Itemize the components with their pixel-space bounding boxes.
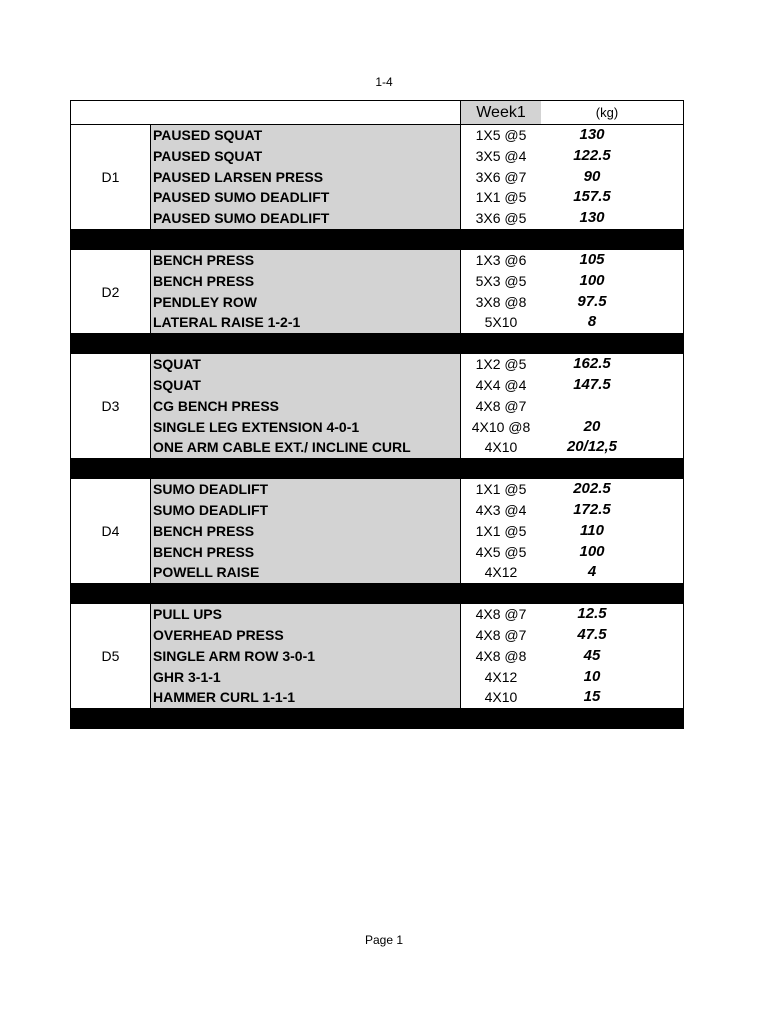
exercise-name: ONE ARM CABLE EXT./ INCLINE CURL [151,437,461,458]
sets-reps: 3X8 @8 [475,293,527,310]
separator-bar [71,584,683,604]
table-row [151,271,683,292]
sets-reps: 1X1 @5 [475,481,527,498]
table-row [151,604,683,625]
table-row [151,542,683,563]
load-kg: 10 [583,667,601,685]
sets-reps: 4X8 @8 [475,647,527,664]
exercise-rows [151,479,683,583]
separator-bar [71,334,683,354]
sets-reps: 1X1 @5 [475,189,527,206]
exercise-name: BENCH PRESS [151,521,461,542]
exercise-name: BENCH PRESS [151,271,461,292]
day-block-d3 [71,354,683,459]
sets-reps: 3X6 @7 [475,168,527,185]
table-row [151,479,683,500]
load-kg: 97.5 [577,292,607,310]
sets-reps: 5X3 @5 [475,272,527,289]
load-kg: 147.5 [573,375,611,393]
table-row [151,146,683,167]
exercise-name: SQUAT [151,375,461,396]
table-row [151,500,683,521]
table-row [151,646,683,667]
table-header-row [71,101,683,125]
separator-bar [71,709,683,729]
day-block-d1 [71,125,683,230]
day-label: D2 [71,250,151,333]
load-kg: 110 [580,521,604,539]
day-label: D1 [71,125,151,229]
table-row [151,187,683,208]
exercise-name: SUMO DEADLIFT [151,500,461,521]
exercise-name: POWELL RAISE [151,562,461,583]
load-kg: 100 [579,271,605,289]
sets-reps: 4X12 [484,668,518,685]
exercise-name: SINGLE LEG EXTENSION 4-0-1 [151,417,461,438]
table-row [151,125,683,146]
table-row [151,354,683,375]
sets-reps: 3X5 @4 [475,147,527,164]
separator-bar [71,459,683,479]
day-block-d5 [71,604,683,709]
table-row [151,437,683,458]
exercise-name: CG BENCH PRESS [151,396,461,417]
sets-reps: 1X5 @5 [475,127,527,143]
day-label: D4 [71,479,151,583]
sets-reps: 3X6 @5 [475,210,527,227]
exercise-name: GHR 3-1-1 [151,667,461,688]
exercise-rows [151,125,683,229]
load-kg: 157.5 [573,188,611,206]
page-footer: Page 1 [364,933,404,947]
exercise-name: SQUAT [151,354,461,375]
table-row [151,375,683,396]
exercise-name: PENDLEY ROW [151,292,461,313]
day-block-d4 [71,479,683,584]
exercise-rows [151,604,683,708]
sets-reps: 4X5 @5 [475,543,527,560]
exercise-name: PAUSED SQUAT [151,125,461,146]
exercise-name: PAUSED SQUAT [151,146,461,167]
exercise-name: HAMMER CURL 1-1-1 [151,687,461,708]
load-kg: 20/12,5 [566,438,618,456]
day-label: D5 [71,604,151,708]
sets-reps: 1X1 @5 [475,522,527,539]
days-container [71,125,683,729]
load-kg: 12.5 [577,605,607,623]
day-block-d2 [71,250,683,334]
day-label: D3 [71,354,151,458]
table-row [151,250,683,271]
load-kg: 105 [579,250,605,268]
sets-reps: 4X12 [484,564,518,581]
exercise-name: PAUSED SUMO DEADLIFT [151,187,461,208]
table-row [151,208,683,229]
table-row [151,396,683,417]
sets-reps: 4X10 [484,439,518,456]
sets-reps: 5X10 [484,314,518,331]
load-kg: 172.5 [573,500,611,518]
exercise-name: SUMO DEADLIFT [151,479,461,500]
exercise-name: BENCH PRESS [151,542,461,563]
exercise-name: SINGLE ARM ROW 3-0-1 [151,646,461,667]
load-kg: 202.5 [573,480,611,498]
exercise-name: LATERAL RAISE 1-2-1 [151,312,461,333]
exercise-rows [151,354,683,458]
table-row [151,417,683,438]
load-kg: 162.5 [573,355,611,373]
table-row [151,625,683,646]
page-header: 1-4 [375,75,393,89]
workout-table [70,100,684,729]
load-kg: 4 [587,563,597,581]
table-row [151,562,683,583]
load-kg: 100 [579,542,605,560]
sets-reps: 4X8 @7 [475,626,527,643]
table-row [151,167,683,188]
exercise-name: PULL UPS [151,604,461,625]
table-row [151,292,683,313]
exercise-name: BENCH PRESS [151,250,461,271]
sets-reps: 4X10 [484,689,518,706]
load-kg: 130 [579,126,605,143]
sets-reps: 4X3 @4 [475,501,527,518]
unit-header: (kg) [595,105,619,120]
sets-reps: 1X2 @5 [475,356,527,373]
load-kg: 45 [583,646,601,664]
table-row [151,312,683,333]
load-kg: 90 [583,167,601,185]
header-blank-cell [71,101,461,124]
exercise-name: PAUSED LARSEN PRESS [151,167,461,188]
table-row [151,521,683,542]
exercise-rows [151,250,683,333]
load-kg: 15 [583,688,601,706]
load-kg: 47.5 [577,625,607,643]
load-kg: 8 [587,313,597,331]
table-row [151,667,683,688]
load-kg: 20 [583,417,601,435]
sets-reps: 4X8 @7 [475,397,527,414]
load-kg: 130 [579,209,605,227]
separator-bar [71,230,683,250]
load-kg: 122.5 [573,146,611,164]
exercise-name: PAUSED SUMO DEADLIFT [151,208,461,229]
table-row [151,687,683,708]
exercise-name: OVERHEAD PRESS [151,625,461,646]
sets-reps: 4X4 @4 [475,376,527,393]
sets-reps: 1X3 @6 [475,251,527,268]
sets-reps: 4X10 @8 [471,418,531,435]
load-kg [541,396,683,417]
week-header: Week1 [461,101,541,124]
sets-reps: 4X8 @7 [475,606,527,623]
